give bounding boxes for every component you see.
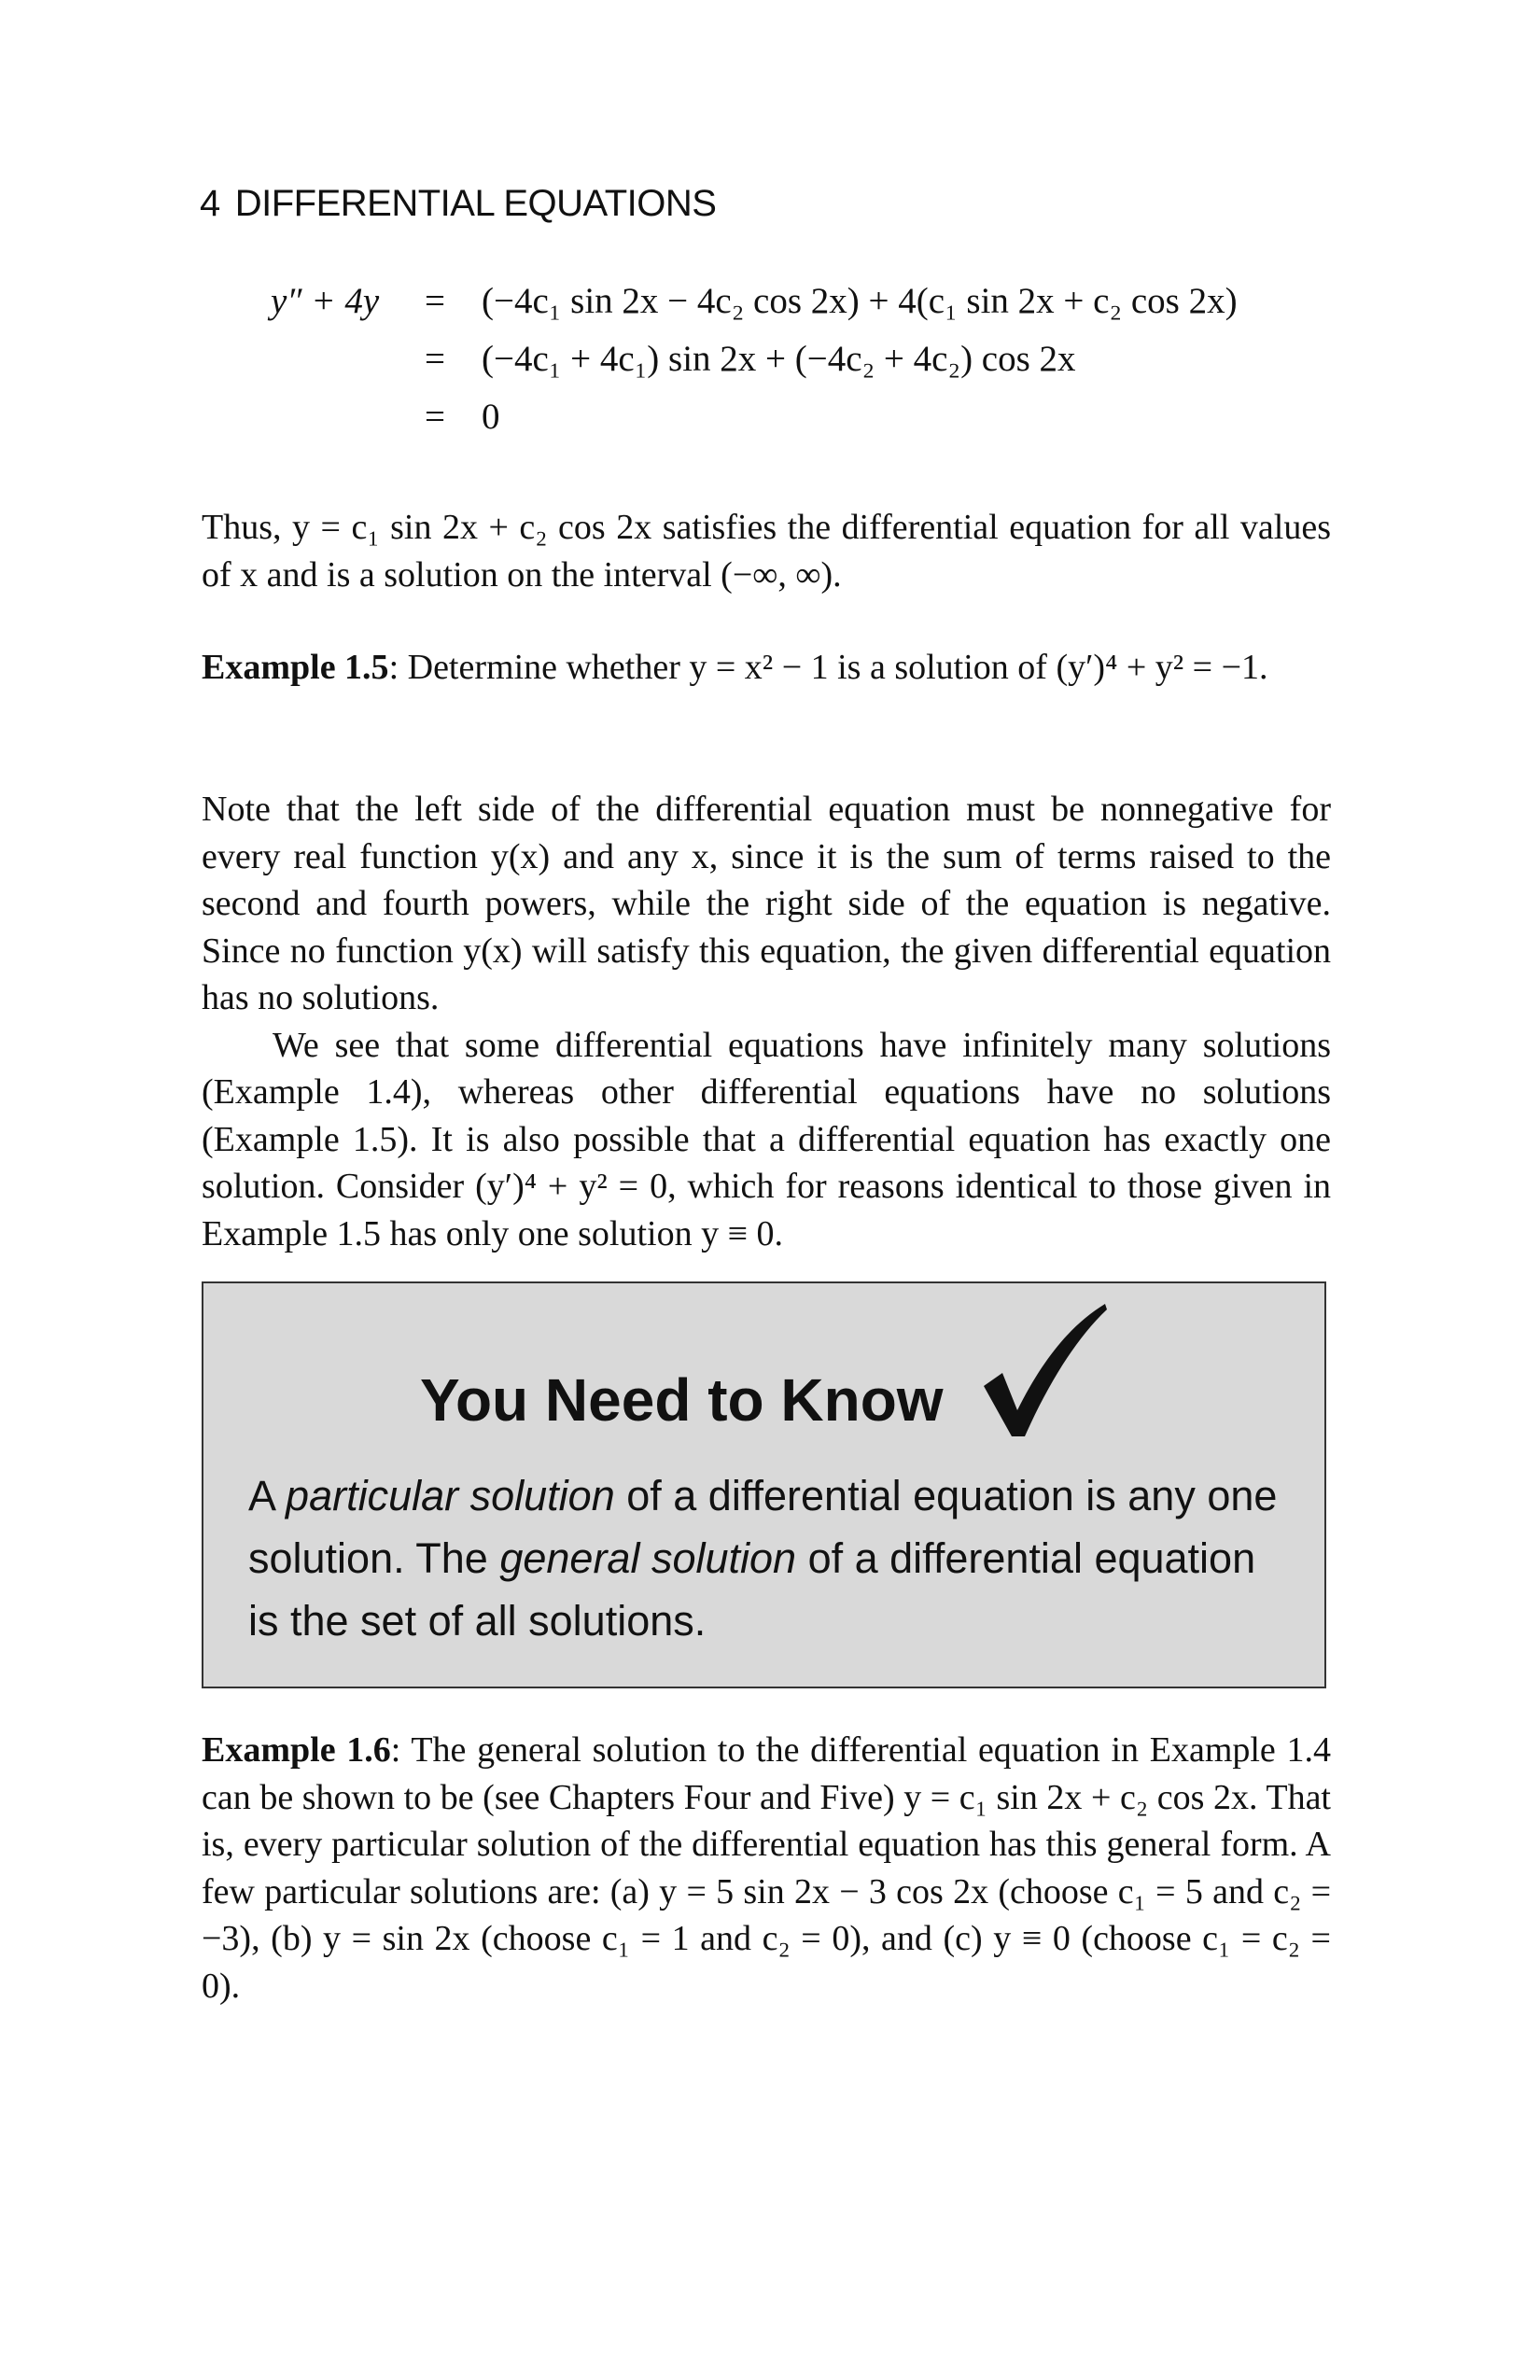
term-general-solution: general solution [499, 1534, 797, 1582]
equation-rhs: 0 [482, 397, 500, 437]
you-need-to-know-callout [202, 1281, 1326, 1688]
example-text: : Determine whether y = x² − 1 is a solution of (y′)⁴ + y² = −1. [388, 648, 1268, 687]
chapter-title: DIFFERENTIAL EQUATIONS [234, 183, 717, 224]
running-header [200, 183, 716, 225]
equation-lhs: y″ + 4y [271, 281, 380, 321]
example-1-5 [202, 644, 1331, 692]
paragraph-text: We see that some differential equations have infinitely many solutions (Example 1.4), whereas other differential equations have no solutions (Example 1.5). It is also possible that a differential equation has exactly one solution. Consider (y′)⁴ + y² = 0, which for reasons identical to those given in Example 1.5 has only one solution y ≡ 0. [202, 1025, 1331, 1253]
equation-rhs: (−4c₁ sin 2x − 4c₂ cos 2x) + 4(c₁ sin 2x + c₂ cos 2x) [482, 281, 1238, 321]
equals-sign: = [425, 339, 445, 379]
callout-text-part: A [248, 1472, 287, 1519]
paragraph-text: Thus, y = c₁ sin 2x + c₂ cos 2x satisfies the differential equation for all values of x and is a solution on the interval (−∞, ∞). [202, 508, 1331, 595]
example-paragraph [202, 644, 1331, 692]
example-paragraph [202, 1727, 1331, 2009]
callout-text [248, 1464, 1294, 1652]
paragraph-thus [202, 504, 1331, 598]
example-text: : The general solution to the differential equation in Example 1.4 can be shown to be (see Chapters Four and Five) y = c₁ sin 2x + c₂ cos 2x. That is, every particular solution of the differential equation has this general form. A few particular solutions are: (a) y = 5 sin 2x − 3 cos 2x (choose c₁ = 5 and c₂ = −3), (b) y = sin 2x (choose c₁ = 1 and c₂ = 0), and (c) y ≡ 0 (choose c₁ = c₂ = 0). [202, 1730, 1331, 2006]
checkmark-icon [978, 1300, 1109, 1440]
term-particular-solution: particular solution [286, 1472, 615, 1519]
callout-text-part: of a differential equation is the set of all solutions. [248, 1534, 1256, 1645]
equation-rhs: (−4c₁ + 4c₁) sin 2x + (−4c₂ + 4c₂) cos 2x [482, 339, 1076, 379]
example-label: Example 1.5 [202, 648, 389, 687]
page-number: 4 [200, 183, 220, 224]
equals-sign: = [425, 281, 445, 321]
paragraph-text: Note that the left side of the differential equation must be nonnegative for every real function y(x) and any x, since it is the sum of terms raised to the second and fourth powers, while the right side of the equation is negative. Since no function y(x) will satisfy this equation, the given differential equation has no solutions. [202, 790, 1331, 1017]
paragraph-note [202, 786, 1331, 1257]
equals-sign: = [425, 397, 445, 437]
example-1-6 [202, 1727, 1331, 2009]
callout-title: You Need to Know [420, 1366, 944, 1434]
callout-text-part: of a differential equation is any one solution. The [248, 1472, 1278, 1582]
example-label: Example 1.6 [202, 1730, 391, 1770]
